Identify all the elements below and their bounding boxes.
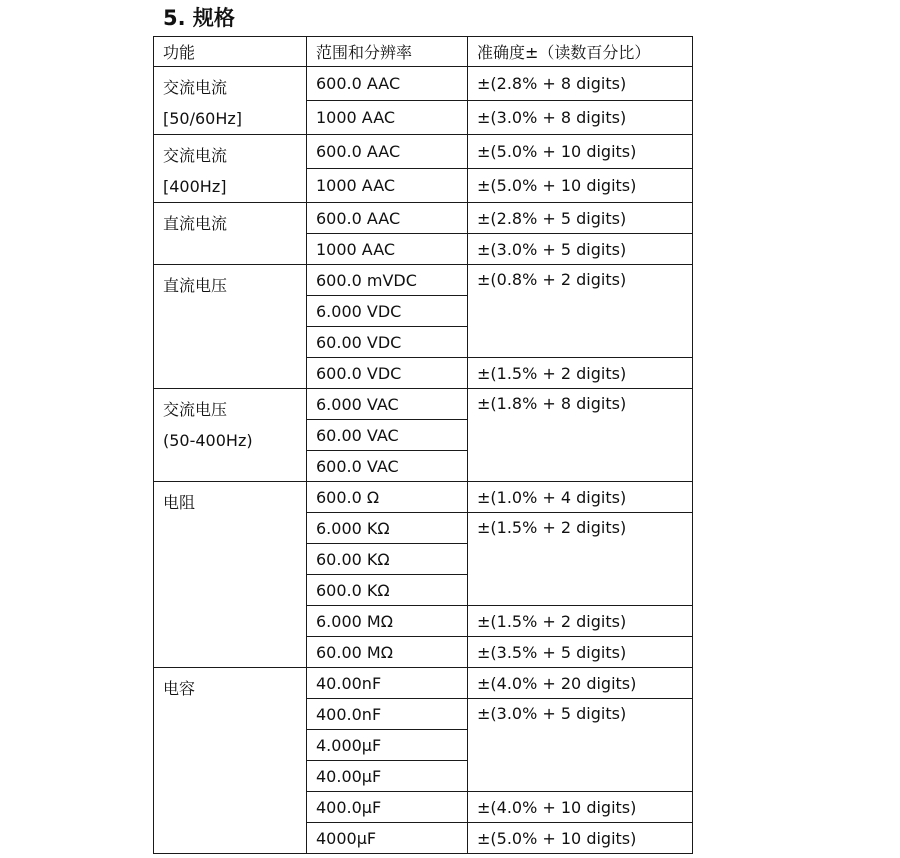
range-cell: 6.000 KΩ <box>307 513 468 544</box>
section-title: 5. 规格 <box>163 6 235 30</box>
function-label: 直流电压 <box>163 276 228 295</box>
table-row <box>154 203 693 234</box>
accuracy-cell: ±(4.0% + 10 digits) <box>468 792 693 823</box>
function-cell <box>154 203 307 265</box>
function-label: [50/60Hz] <box>163 109 243 128</box>
function-cell <box>154 389 307 482</box>
function-cell <box>154 668 307 854</box>
function-cell <box>154 67 307 135</box>
accuracy-cell: ±(0.8% + 2 digits) <box>468 265 693 358</box>
range-cell: 600.0 VDC <box>307 358 468 389</box>
range-cell: 600.0 AAC <box>307 135 468 169</box>
range-cell: 4.000µF <box>307 730 468 761</box>
accuracy-cell: ±(3.0% + 8 digits) <box>468 101 693 135</box>
header-function: 功能 <box>154 37 307 67</box>
function-label: 电容 <box>163 679 196 698</box>
function-label: [400Hz] <box>163 177 227 196</box>
range-cell: 60.00 MΩ <box>307 637 468 668</box>
function-cell <box>154 265 307 389</box>
table-row <box>154 265 693 296</box>
range-cell: 4000µF <box>307 823 468 854</box>
range-cell: 6.000 VAC <box>307 389 468 420</box>
table-row <box>154 67 693 101</box>
function-label: 交流电流 <box>163 146 228 165</box>
accuracy-cell: ±(2.8% + 5 digits) <box>468 203 693 234</box>
range-cell: 60.00 VDC <box>307 327 468 358</box>
range-cell: 6.000 VDC <box>307 296 468 327</box>
range-cell: 60.00 KΩ <box>307 544 468 575</box>
table-header-row <box>154 37 693 67</box>
function-label: 交流电流 <box>163 78 228 97</box>
accuracy-cell: ±(5.0% + 10 digits) <box>468 823 693 854</box>
accuracy-cell: ±(3.0% + 5 digits) <box>468 699 693 792</box>
table-row <box>154 389 693 420</box>
range-cell: 600.0 VAC <box>307 451 468 482</box>
function-label: 直流电流 <box>163 214 228 233</box>
range-cell: 6.000 MΩ <box>307 606 468 637</box>
accuracy-cell: ±(1.5% + 2 digits) <box>468 513 693 606</box>
accuracy-cell: ±(3.5% + 5 digits) <box>468 637 693 668</box>
function-cell <box>154 482 307 668</box>
function-label: 交流电压 <box>163 400 228 419</box>
function-cell <box>154 135 307 203</box>
table-row <box>154 135 693 169</box>
function-label: 电阻 <box>163 493 196 512</box>
accuracy-cell: ±(1.5% + 2 digits) <box>468 606 693 637</box>
range-cell: 600.0 AAC <box>307 67 468 101</box>
range-cell: 1000 AAC <box>307 101 468 135</box>
range-cell: 600.0 mVDC <box>307 265 468 296</box>
table-row <box>154 482 693 513</box>
header-accuracy: 准确度±（读数百分比） <box>468 37 693 67</box>
accuracy-cell: ±(1.0% + 4 digits) <box>468 482 693 513</box>
spec-table-body <box>154 67 693 854</box>
accuracy-cell: ±(1.8% + 8 digits) <box>468 389 693 482</box>
function-label: (50-400Hz) <box>163 431 253 450</box>
range-cell: 600.0 KΩ <box>307 575 468 606</box>
range-cell: 1000 AAC <box>307 169 468 203</box>
accuracy-cell: ±(5.0% + 10 digits) <box>468 135 693 169</box>
range-cell: 1000 AAC <box>307 234 468 265</box>
range-cell: 40.00nF <box>307 668 468 699</box>
accuracy-cell: ±(5.0% + 10 digits) <box>468 169 693 203</box>
range-cell: 600.0 AAC <box>307 203 468 234</box>
range-cell: 600.0 Ω <box>307 482 468 513</box>
header-range: 范围和分辨率 <box>307 37 468 67</box>
range-cell: 40.00µF <box>307 761 468 792</box>
spec-table <box>153 36 693 854</box>
table-row <box>154 668 693 699</box>
range-cell: 400.0nF <box>307 699 468 730</box>
range-cell: 60.00 VAC <box>307 420 468 451</box>
range-cell: 400.0µF <box>307 792 468 823</box>
accuracy-cell: ±(4.0% + 20 digits) <box>468 668 693 699</box>
accuracy-cell: ±(3.0% + 5 digits) <box>468 234 693 265</box>
accuracy-cell: ±(2.8% + 8 digits) <box>468 67 693 101</box>
accuracy-cell: ±(1.5% + 2 digits) <box>468 358 693 389</box>
